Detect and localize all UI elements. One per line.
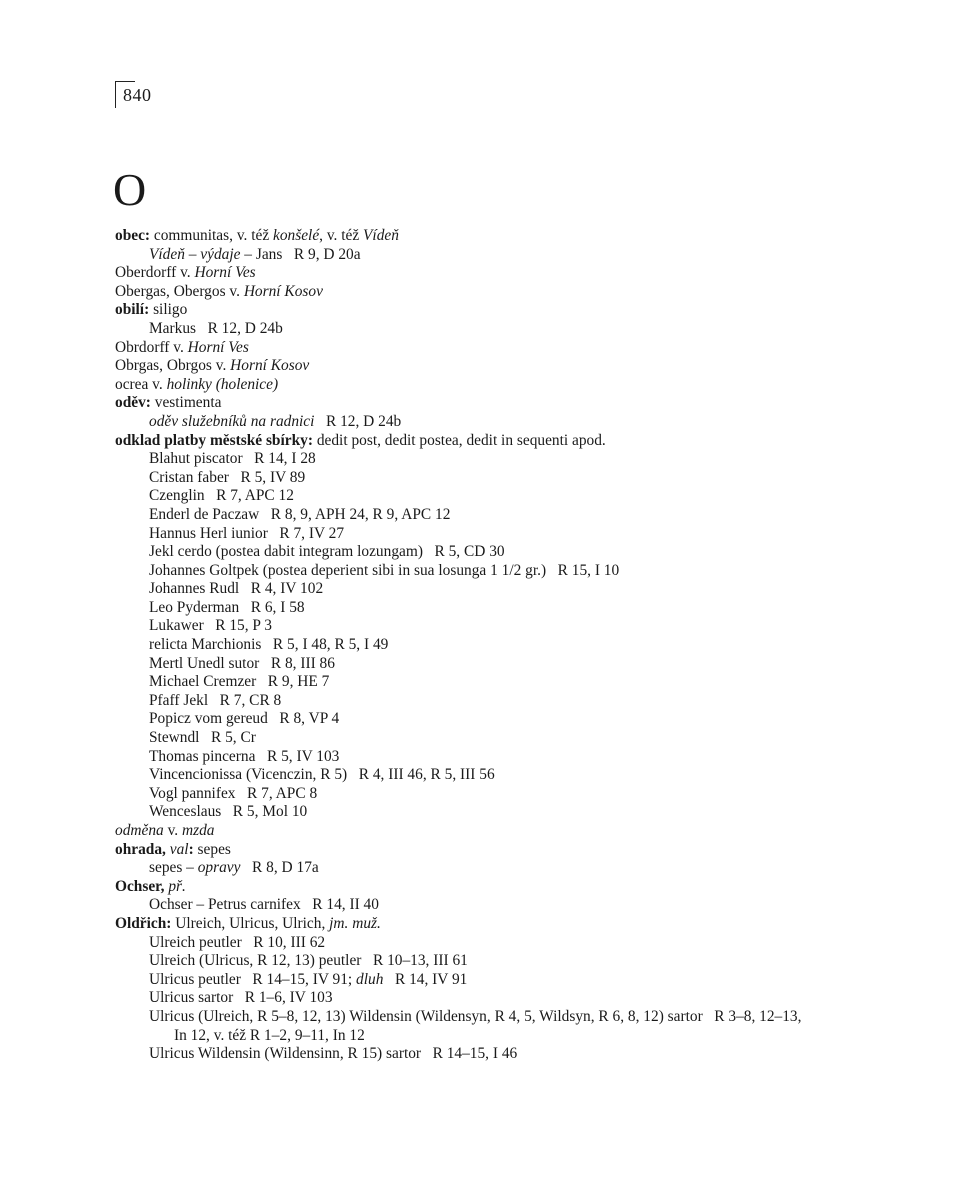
index-subentry-line bbox=[115, 450, 875, 469]
index-subentry-line bbox=[115, 971, 875, 990]
italic-text: holinky (holenice) bbox=[166, 375, 279, 393]
entry-text: dedit post, dedit postea, dedit in sequenti apod. bbox=[312, 431, 606, 449]
index-headword-line bbox=[115, 339, 875, 358]
entry-text: Ulricus (Ulreich, R 5–8, 12, 13) Wildensin (Wildensyn, R 4, 5, Wildsyn, R 6, 8, 12) sartor R 3–8, 12–13, bbox=[149, 1007, 802, 1025]
entry-text: Cristan faber R 5, IV 89 bbox=[149, 468, 306, 486]
entry-text: Pfaff Jekl R 7, CR 8 bbox=[149, 691, 282, 709]
italic-text: Horní Kosov bbox=[243, 282, 323, 300]
entry-text: R 14, IV 91 bbox=[383, 970, 468, 988]
entry-text: Enderl de Paczaw R 8, 9, APH 24, R 9, APC 12 bbox=[149, 505, 451, 523]
index-subentry-line bbox=[115, 989, 875, 1008]
index-subentry-line bbox=[115, 562, 875, 581]
index-subentry-line bbox=[115, 506, 875, 525]
index-subentry-line bbox=[115, 1045, 875, 1064]
index-subentry-line bbox=[115, 655, 875, 674]
index-entries bbox=[115, 227, 875, 1064]
entry-text: Ulricus sartor R 1–6, IV 103 bbox=[149, 989, 333, 1007]
entry-text: , v. též bbox=[319, 227, 364, 244]
index-headword-line bbox=[115, 357, 875, 376]
index-subentry-line bbox=[115, 617, 875, 636]
entry-text: siligo bbox=[149, 301, 188, 319]
entry-text: Leo Pyderman R 6, I 58 bbox=[149, 598, 305, 616]
index-headword-line bbox=[115, 432, 875, 451]
italic-text: jm. muž. bbox=[329, 914, 381, 932]
index-subentry-line bbox=[115, 748, 875, 767]
entry-text: v. bbox=[163, 822, 182, 839]
index-headword-line bbox=[115, 822, 875, 841]
section-letter-heading: O bbox=[113, 164, 147, 215]
entry-text: Thomas pincerna R 5, IV 103 bbox=[149, 747, 340, 765]
index-headword-line bbox=[115, 878, 875, 897]
index-headword-line bbox=[115, 301, 875, 320]
entry-text: – Jans R 9, D 20a bbox=[240, 245, 361, 263]
entry-text: Ulricus peutler R 14–15, IV 91; bbox=[149, 970, 357, 988]
index-subentry-line bbox=[115, 896, 875, 915]
entry-text: Ulreich peutler R 10, III 62 bbox=[149, 933, 326, 951]
headword-text: ohrada, bbox=[115, 840, 166, 858]
index-headword-line bbox=[115, 376, 875, 395]
entry-text: sepes bbox=[193, 840, 231, 858]
italic-text: Horní Ves bbox=[194, 264, 256, 282]
italic-text: dluh bbox=[356, 970, 384, 988]
index-subentry-line bbox=[115, 952, 875, 971]
entry-text: Blahut piscator R 14, I 28 bbox=[149, 450, 316, 468]
index-subentry-line bbox=[115, 934, 875, 953]
italic-text: př. bbox=[168, 877, 186, 895]
headword-text: odklad platby městské sbírky: bbox=[115, 431, 313, 449]
entry-text: Ulreich (Ulricus, R 12, 13) peutler R 10–13, III 61 bbox=[149, 952, 468, 970]
italic-text: mzda bbox=[181, 822, 215, 839]
italic-text: val bbox=[169, 840, 189, 858]
headword-text: obilí: bbox=[115, 301, 150, 319]
entry-text: In 12, v. též R 1–2, 9–11, In 12 bbox=[174, 1026, 365, 1044]
entry-text: Johannes Rudl R 4, IV 102 bbox=[149, 580, 324, 598]
headword-text: obec: bbox=[115, 227, 151, 244]
entry-text: Obrdorff v. bbox=[115, 338, 188, 356]
index-subentry-line bbox=[115, 543, 875, 562]
entry-text: Ochser – Petrus carnifex R 14, II 40 bbox=[149, 896, 379, 914]
index-subentry-line bbox=[115, 766, 875, 785]
index-headword-line bbox=[115, 394, 875, 413]
index-subentry-line bbox=[115, 803, 875, 822]
index-headword-line bbox=[115, 227, 875, 246]
index-subentry-line bbox=[115, 246, 875, 265]
italic-text: Vídeň bbox=[363, 227, 399, 244]
entry-text: Oberdorff v. bbox=[115, 264, 195, 282]
page-number: 840 bbox=[123, 85, 152, 105]
entry-text: Obrgas, Obrgos v. bbox=[115, 357, 231, 375]
entry-text: Wenceslaus R 5, Mol 10 bbox=[149, 803, 308, 821]
index-headword-line bbox=[115, 283, 875, 302]
entry-text: Mertl Unedl sutor R 8, III 86 bbox=[149, 654, 335, 672]
entry-text: Jekl cerdo (postea dabit integram lozungam) R 5, CD 30 bbox=[149, 543, 505, 561]
entry-text: Lukawer R 15, P 3 bbox=[149, 617, 272, 635]
italic-text: odměna bbox=[115, 822, 164, 839]
entry-text: Czenglin R 7, APC 12 bbox=[149, 487, 294, 505]
headword-text: Ochser, bbox=[115, 877, 165, 895]
index-subentry-line bbox=[115, 729, 875, 748]
entry-text: Stewndl R 5, Cr bbox=[149, 729, 256, 747]
italic-text: Vídeň – výdaje bbox=[149, 245, 241, 263]
entry-text: Vogl pannifex R 7, APC 8 bbox=[149, 784, 318, 802]
italic-text: Horní Ves bbox=[187, 338, 249, 356]
entry-text: ocrea v. bbox=[115, 375, 167, 393]
headword-text: : bbox=[188, 840, 194, 858]
entry-text: relicta Marchionis R 5, I 48, R 5, I 49 bbox=[149, 636, 389, 654]
entry-text: Markus R 12, D 24b bbox=[149, 319, 283, 337]
entry-text: Michael Cremzer R 9, HE 7 bbox=[149, 673, 330, 691]
entry-text: vestimenta bbox=[150, 394, 222, 412]
index-headword-line bbox=[115, 841, 875, 860]
entry-text: Ulricus Wildensin (Wildensinn, R 15) sartor R 14–15, I 46 bbox=[149, 1045, 518, 1063]
headword-text: Oldřich: bbox=[115, 914, 172, 932]
italic-text: oděv služebníků na radnici bbox=[149, 412, 315, 430]
index-subentry-line bbox=[115, 320, 875, 339]
entry-text: R 8, D 17a bbox=[240, 859, 319, 877]
index-subentry-line bbox=[115, 469, 875, 488]
index-subentry-line bbox=[115, 1027, 875, 1046]
entry-text: R 12, D 24b bbox=[314, 412, 402, 430]
italic-text: konšelé bbox=[273, 227, 320, 244]
entry-text: Popicz vom gereud R 8, VP 4 bbox=[149, 710, 340, 728]
entry-text: Vincencionissa (Vicenczin, R 5) R 4, III 46, R 5, III 56 bbox=[149, 766, 495, 784]
index-subentry-line bbox=[115, 692, 875, 711]
index-headword-line bbox=[115, 264, 875, 283]
index-subentry-line bbox=[115, 413, 875, 432]
index-subentry-line bbox=[115, 1008, 875, 1027]
entry-text: Ulreich, Ulricus, Ulrich, bbox=[171, 914, 330, 932]
index-subentry-line bbox=[115, 599, 875, 618]
index-subentry-line bbox=[115, 580, 875, 599]
italic-text: Horní Kosov bbox=[230, 357, 310, 375]
index-subentry-line bbox=[115, 785, 875, 804]
entry-text: Hannus Herl iunior R 7, IV 27 bbox=[149, 524, 345, 542]
index-headword-line bbox=[115, 915, 875, 934]
index-subentry-line bbox=[115, 487, 875, 506]
index-subentry-line bbox=[115, 636, 875, 655]
headword-text: oděv: bbox=[115, 394, 151, 412]
index-subentry-line bbox=[115, 525, 875, 544]
index-subentry-line bbox=[115, 710, 875, 729]
entry-text: Obergas, Obergos v. bbox=[115, 282, 244, 300]
entry-text: communitas, v. též bbox=[150, 227, 273, 244]
index-subentry-line bbox=[115, 673, 875, 692]
italic-text: opravy bbox=[197, 859, 241, 877]
entry-text: sepes – bbox=[149, 859, 198, 877]
entry-text: Johannes Goltpek (postea deperient sibi in sua losunga 1 1/2 gr.) R 15, I 10 bbox=[149, 561, 620, 579]
index-subentry-line bbox=[115, 859, 875, 878]
